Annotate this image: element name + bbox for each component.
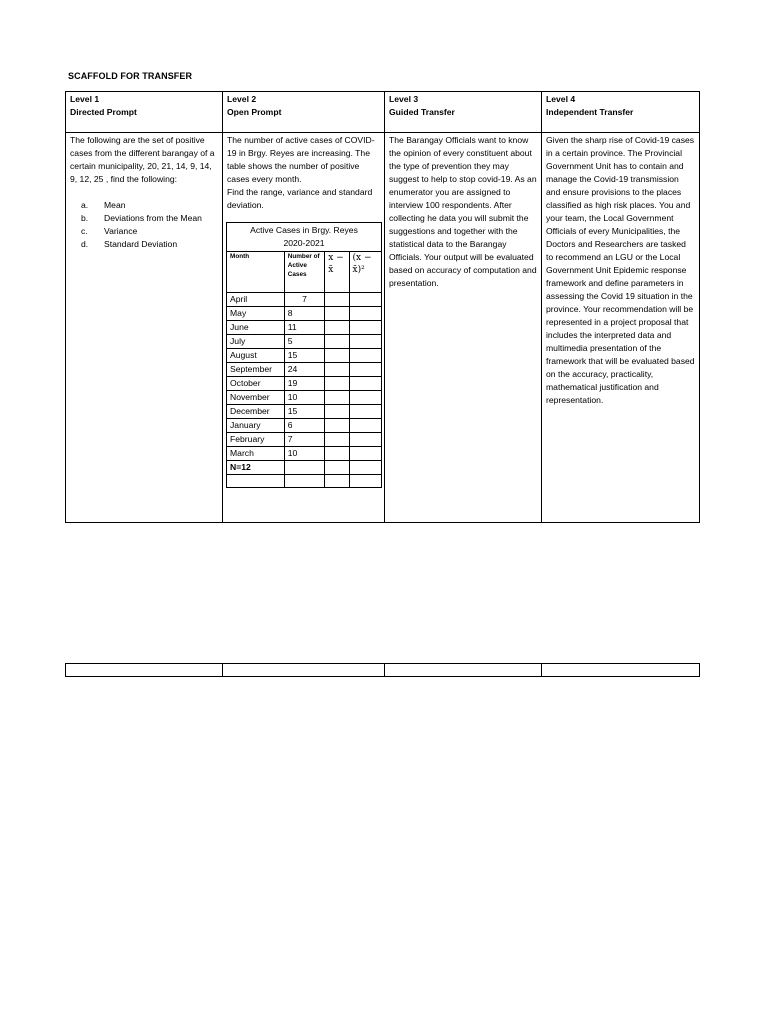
col-cases-header: Number of Active Cases [284,252,325,293]
level1-cell [66,133,223,523]
list-item: a. Mean [81,200,126,210]
col-squared-deviation-header: (x − x̄)² [349,252,381,293]
level1-task-list [70,199,218,251]
table-row: April 7 [227,293,382,307]
table-row: May 8 [227,307,382,321]
level4-header [542,92,700,133]
table-row: February 7 [227,433,382,447]
page-title: SCAFFOLD FOR TRANSFER [68,71,193,81]
level-content-row [66,133,700,523]
active-cases-caption: Active Cases in Brgy. Reyes 2020-2021 [227,223,382,252]
table-row: January 6 [227,419,382,433]
table-row: October 19 [227,377,382,391]
table-row: November 10 [227,391,382,405]
list-item: c. Variance [81,226,138,236]
table-row: September 24 [227,363,382,377]
table-row: December 15 [227,405,382,419]
level2-instruction: Find the range, variance and standard deviation. [227,187,373,210]
table-row: August 15 [227,349,382,363]
level2-name: Open Prompt [227,107,282,117]
level1-text: The following are the set of positive cases from the different barangay of a certain municipality, 20, 21, 14, 9, 14, 9, 12, 25 , find the following: [70,135,215,184]
active-cases-table [226,222,382,488]
table-total-row: N=12 [227,461,382,475]
level4-number: Level 4 [546,94,576,104]
table-row: July 5 [227,335,382,349]
level2-header [223,92,385,133]
level1-header [66,92,223,133]
scaffold-table [65,91,700,523]
active-cases-header-row [227,252,382,293]
list-item: b. Deviations from the Mean [81,213,202,223]
empty-table-row [65,663,700,677]
level4-cell [542,133,700,523]
col-deviation-header: x − x̄ [325,252,349,293]
col-month-header: Month [227,252,285,293]
level1-name: Directed Prompt [70,107,137,117]
level2-text: The number of active cases of COVID-19 in Brgy. Reyes are increasing. The table shows the number of positive cases every month. [227,135,375,184]
level4-text: Given the sharp rise of Covid-19 cases in a certain province. The Provincial Government Unit has to contain and manage the Covid-19 transmission and ensure provisions to the places classified as high risk places. You and your team, the Local Government Officials of every Municipalities, the Doctors and Researchers are tasked to recommend an LGU or the Local Government Unit Epidemic response framework and define parameters in assessing the Covid 19 situation in the province. Your recommendation will be represented in a project proposal that includes the interpreted data and multimedia presentation of the framework that will be evaluated based on the accuracy, practicality, mathematical justification and representation. [546,135,695,405]
level3-cell [385,133,542,523]
level3-number: Level 3 [389,94,419,104]
empty-cell [223,664,385,677]
level3-header [385,92,542,133]
level2-number: Level 2 [227,94,257,104]
empty-cell [542,664,700,677]
level4-name: Independent Transfer [546,107,634,117]
level2-cell [223,133,385,523]
level3-text: The Barangay Officials want to know the opinion of every constituent about the type of prevention they may suggest to help to stop covid-19. As an enumerator you are assigned to interview 100 respondents. After collecting he data you will submit the suggestions and together with the statistical data to the Barangay Officials. Your output will be evaluated based on accuracy of computation and presentation. [389,135,537,288]
empty-cell [66,664,223,677]
empty-cell [385,664,542,677]
table-row: March 10 [227,447,382,461]
list-item: d. Standard Deviation [81,239,178,249]
level3-name: Guided Transfer [389,107,455,117]
table-row: June 11 [227,321,382,335]
table-empty-row [227,475,382,488]
level1-number: Level 1 [70,94,100,104]
level-header-row [66,92,700,133]
